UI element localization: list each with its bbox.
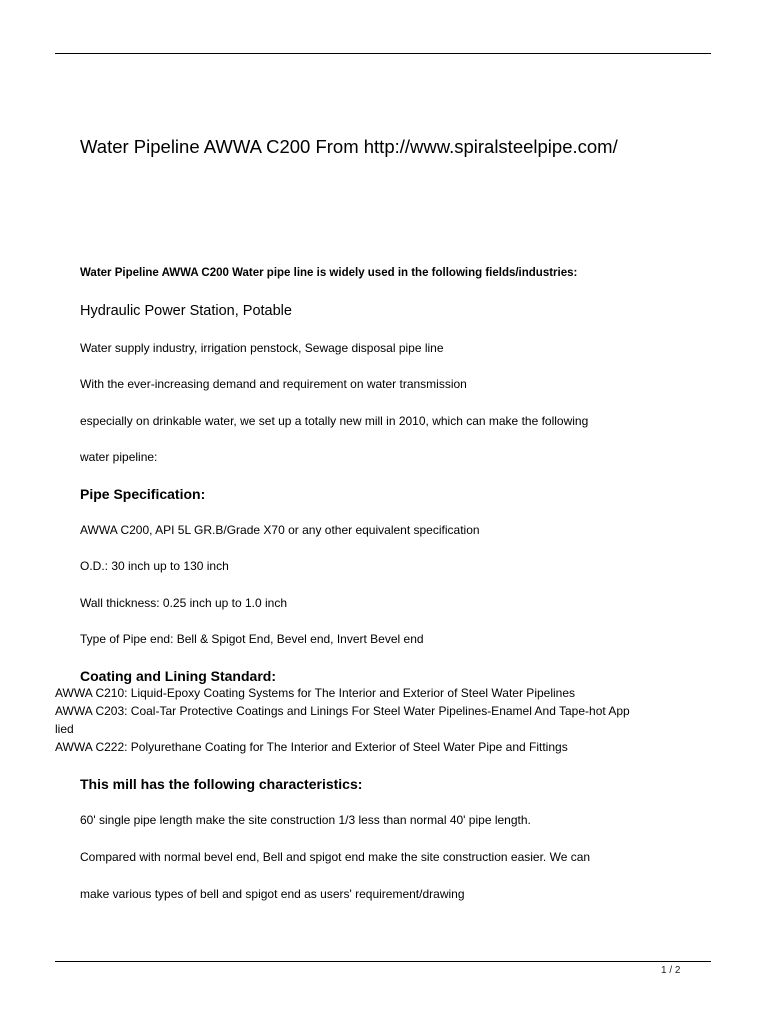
spec-line: O.D.: 30 inch up to 130 inch xyxy=(80,559,229,573)
coating-line: AWWA C203: Coal-Tar Protective Coatings and Linings For Steel Water Pipelines-Enamel And Tape-hot App xyxy=(55,704,630,718)
paragraph-line: Water supply industry, irrigation penstock, Sewage disposal pipe line xyxy=(80,341,444,355)
coating-line: AWWA C210: Liquid-Epoxy Coating Systems for The Interior and Exterior of Steel Water Pipelines xyxy=(55,686,576,700)
mill-line: 60' single pipe length make the site construction 1/3 less than normal 40' pipe length. xyxy=(80,813,531,827)
spec-line: Wall thickness: 0.25 inch up to 1.0 inch xyxy=(80,596,287,610)
coating-line: lied xyxy=(55,722,74,736)
footer-rule xyxy=(55,961,711,962)
mill-line: make various types of bell and spigot end as users' requirement/drawing xyxy=(80,887,465,901)
spec-line: Type of Pipe end: Bell & Spigot End, Bevel end, Invert Bevel end xyxy=(80,632,424,646)
intro-bold-line: Water Pipeline AWWA C200 Water pipe line is widely used in the following fields/industries: xyxy=(80,267,578,279)
coating-heading: Coating and Lining Standard: xyxy=(80,668,276,684)
header-rule xyxy=(55,53,711,54)
paragraph-line: especially on drinkable water, we set up a totally new mill in 2010, which can make the following xyxy=(80,414,589,428)
mill-line: Compared with normal bevel end, Bell and spigot end make the site construction easier. We can xyxy=(80,850,591,864)
mill-heading: This mill has the following characteristics: xyxy=(80,776,363,792)
page-number: 1 / 2 xyxy=(661,965,681,976)
paragraph-line: With the ever-increasing demand and requirement on water transmission xyxy=(80,377,467,391)
spec-line: AWWA C200, API 5L GR.B/Grade X70 or any other equivalent specification xyxy=(80,523,480,537)
coating-line: AWWA C222: Polyurethane Coating for The Interior and Exterior of Steel Water Pipe and Fittings xyxy=(55,740,568,754)
fields-line: Hydraulic Power Station, Potable xyxy=(80,303,292,319)
page-title: Water Pipeline AWWA C200 From http://www.spiralsteelpipe.com/ xyxy=(80,136,618,157)
spec-heading: Pipe Specification: xyxy=(80,486,206,502)
paragraph-line: water pipeline: xyxy=(80,450,158,464)
